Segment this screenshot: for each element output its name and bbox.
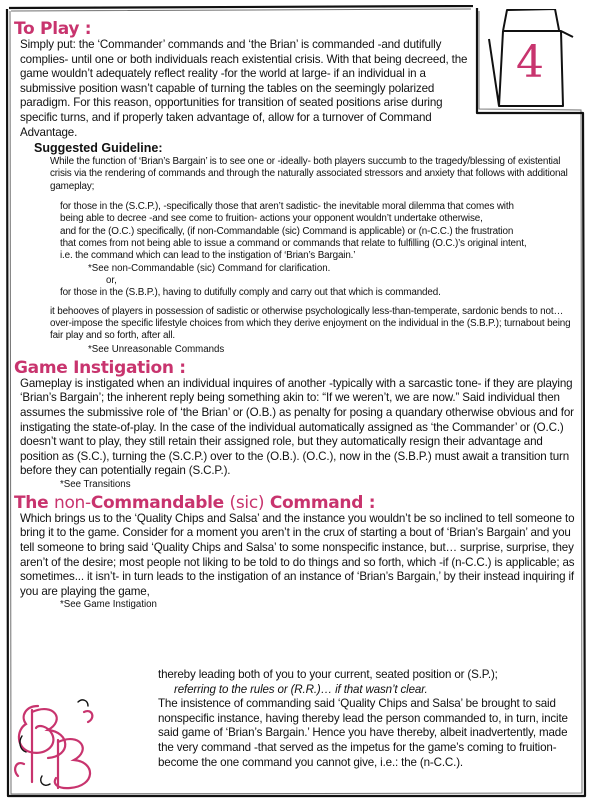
- oc-line-3: i.e. the command which can lead to the instigation of ‘Brian’s Bargain.’: [60, 250, 356, 262]
- brians-bargain-logo-icon: [8, 690, 100, 794]
- see-transitions-note: *See Transitions: [60, 478, 131, 490]
- final-paragraph: The insistence of commanding said ‘Quality Chips and Salsa’ be brought to said nonspecific instance, having thereby lead the person commanded to, in turn, incite said game of ‘Brian’s Bargain.’ Hence you have thereby, albeit inadvertently, made the very command -that served as the impetus for the game’s coming to fruition- become the one command you cannot give, i.e.: the (n-C.C.).: [158, 697, 568, 769]
- ncc-paragraph: Which brings us to the ‘Quality Chips and Salsa’ and the instance you wouldn’t be so inclined to tell someone to bring it to the game. Consider for a moment you aren’t in the crux of starting a bout of ‘Brian’s Bargain’ and you tell someone to bring said ‘Quality Chips and Salsa’ to some nonspecific instance, but… surprise, surprise, they aren’t of the desire; most people not liking to be told to do things and so forth, which -if (n-C.C.) is applicable; as sometimes... it isn’t- in turn leads to the instigation of an instance of ‘Brian’s Bargain,’ by their instead inquiring if you are playing the game,: [20, 511, 575, 598]
- or-text: or,: [106, 274, 117, 286]
- scp-line-1: for those in the (S.C.P.), -specifically those that aren’t sadistic- the inevitable moral dilemma that comes with: [60, 201, 514, 213]
- ncc-heading-sic: (sic): [229, 492, 265, 513]
- sp-line: thereby leading both of you to your current, seated position or (S.P.);: [158, 668, 498, 681]
- ncc-heading-the: The: [14, 492, 49, 513]
- page-number: 4: [516, 37, 544, 88]
- see-unreasonable-note: *See Unreasonable Commands: [88, 343, 225, 355]
- rr-line: referring to the rules or (R.R.)… if that wasn’t clear.: [174, 682, 428, 696]
- ncc-heading-command: Command :: [269, 492, 376, 513]
- closing-section: [158, 668, 583, 770]
- behooves-paragraph: it behooves of players in possession of sadistic or otherwise psychologically less-than-temperate, sardonic bends to not… over-impose the specific lifestyle choices from which they derive enjoyment on the individual in the (S.B.P.); turnabout being fair play and so forth, after all.: [50, 305, 571, 342]
- sbp-line: for those in the (S.B.P.), having to dutifully comply and carry out that which is commanded.: [60, 286, 441, 298]
- to-play-paragraph: Simply put: the ‘Commander’ commands and ‘the Brian’ is commanded -and dutifully complies- until one or both individuals reach existential crisis. With that being decreed, the game wouldn’t adequately reflect reality -for the world at large- if an individual in a submissive position wasn’t capable of turning the tables on the seemingly polarized paradigm. For this reason, opportunities for transition of seated positions arise during specific turns, and if properly taken advantage of, allow for a turnover of Command Advantage.: [20, 38, 468, 139]
- ncc-heading: [14, 494, 582, 512]
- scp-line-2: being able to decree -and see come to fruition- actions your opponent wouldn’t undertake otherwise,: [60, 213, 483, 225]
- to-play-heading: To Play :: [14, 19, 92, 39]
- guideline-paragraph: While the function of ‘Brian’s Bargain’ is to see one or -ideally- both players succumb to the tragedy/blessing of existential crisis via the rendering of commands and through the naturally associated stressors and anxiety that follows with additional gameplay;: [50, 156, 568, 192]
- ncc-heading-commandable: Commandable: [90, 492, 224, 513]
- suggested-guideline-heading: Suggested Guideline:: [34, 141, 163, 156]
- see-ncc-note: *See non-Commandable (sic) Command for clarification.: [88, 262, 331, 274]
- oc-line-2: that comes from not being able to issue a command or commands that relate to fulfilling (O.C.)’s original intent,: [60, 237, 527, 249]
- document-body: [14, 12, 582, 611]
- game-instigation-heading: Game Instigation :: [14, 357, 186, 378]
- see-game-instigation-note: *See Game Instigation: [60, 599, 157, 611]
- ncc-heading-non: non-: [53, 492, 91, 513]
- game-instigation-paragraph: Gameplay is instigated when an individual inquires of another -typically with a sarcastic tone- if they are playing ‘Brian’s Bargain’; the inherent reply being something akin to: “If we weren’t, we are now.” Said individual then assumes the submissive role of ‘the Brian’ or (O.B.) as penalty for posing a quandary otherwise obvious and for instigating the state-of-play. In the case of the individual automatically assigned as ‘the Commander’ or (O.C.) doesn’t want to play, they still retain their assigned role, but they automatically resign their advantage and position as (S.C.), turning the (S.C.P.) over to the (O.B.). (O.C.), now in the (S.B.P.) must await a transition turn before they can potentially regain (S.C.P.).: [20, 376, 574, 478]
- oc-line-1: and for the (O.C.) specifically, (if non-Commandable (sic) Command is applicable) or (n-C.C.) the frustration: [60, 225, 514, 237]
